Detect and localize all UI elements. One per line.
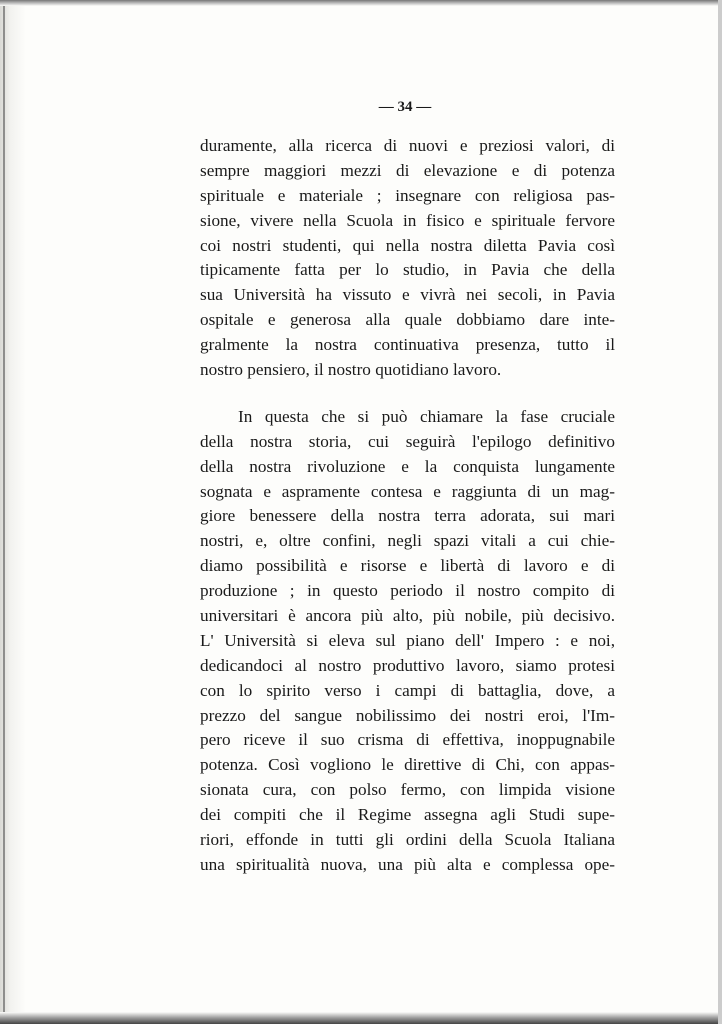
- text-line: prezzo del sangue nobilissimo dei nostri eroi, l'Im-: [200, 705, 615, 725]
- text-line: potenza. Così vogliono le direttive di Chi, con appas-: [200, 755, 615, 775]
- text-line: una spiritualità nuova, una più alta e complessa ope-: [200, 854, 615, 874]
- scan-left-edge: [0, 0, 26, 1024]
- text-line: con lo spirito verso i campi di battaglia, dove, a: [200, 680, 615, 700]
- text-line: L' Università si eleva sul piano dell' Impero : e noi,: [200, 630, 615, 650]
- text-line: della nostra rivoluzione e la conquista lungamente: [200, 456, 615, 476]
- text-line: produzione ; in questo periodo il nostro compito di: [200, 581, 615, 601]
- scan-right-edge: [718, 0, 722, 1024]
- text-line: spirituale e materiale ; insegnare con religiosa pas-: [200, 185, 615, 205]
- text-line: In questa che si può chiamare la fase cruciale: [238, 406, 615, 426]
- text-line: diamo possibilità e risorse e libertà di lavoro e di: [200, 556, 615, 576]
- text-line: dei compiti che il Regime assegna agli Studi supe-: [200, 805, 615, 825]
- text-line: coi nostri studenti, qui nella nostra diletta Pavia così: [200, 235, 615, 255]
- scan-top-edge: [0, 0, 722, 6]
- page-number: — 34 —: [378, 99, 432, 115]
- text-line: nostri, e, oltre confini, negli spazi vitali a cui chie-: [200, 531, 615, 551]
- text-line: sua Università ha vissuto e vivrà nei secoli, in Pavia: [200, 285, 615, 305]
- text-line: della nostra storia, cui seguirà l'epilogo definitivo: [200, 431, 615, 451]
- text-line: giore benessere della nostra terra adorata, sui mari: [200, 506, 615, 526]
- text-line: nostro pensiero, il nostro quotidiano lavoro.: [200, 360, 502, 380]
- paragraph-2: [200, 405, 615, 878]
- body-text: [200, 134, 615, 878]
- paragraph-1: [200, 134, 615, 383]
- text-line: sione, vivere nella Scuola in fisico e spirituale fervore: [200, 210, 615, 230]
- text-line: gralmente la nostra continuativa presenza, tutto il: [200, 335, 615, 355]
- text-line: riori, effonde in tutti gli ordini della Scuola Italiana: [200, 830, 615, 850]
- text-line: sognata e aspramente contesa e raggiunta di un mag-: [200, 481, 615, 501]
- text-line: pero riceve il suo crisma di effettiva, inoppugnabile: [200, 730, 615, 750]
- text-line: sempre maggiori mezzi di elevazione e di potenza: [200, 160, 615, 180]
- text-line: tipicamente fatta per lo studio, in Pavia che della: [200, 260, 615, 280]
- text-line: duramente, alla ricerca di nuovi e preziosi valori, di: [200, 136, 615, 155]
- text-line: sionata cura, con polso fermo, con limpida visione: [200, 780, 615, 800]
- text-line: universitari è ancora più alto, più nobile, più decisivo.: [200, 606, 615, 626]
- scan-bottom-edge: [0, 1012, 722, 1024]
- text-line: ospitale e generosa alla quale dobbiamo dare inte-: [200, 310, 615, 330]
- text-line: dedicandoci al nostro produttivo lavoro, siamo protesi: [200, 655, 615, 675]
